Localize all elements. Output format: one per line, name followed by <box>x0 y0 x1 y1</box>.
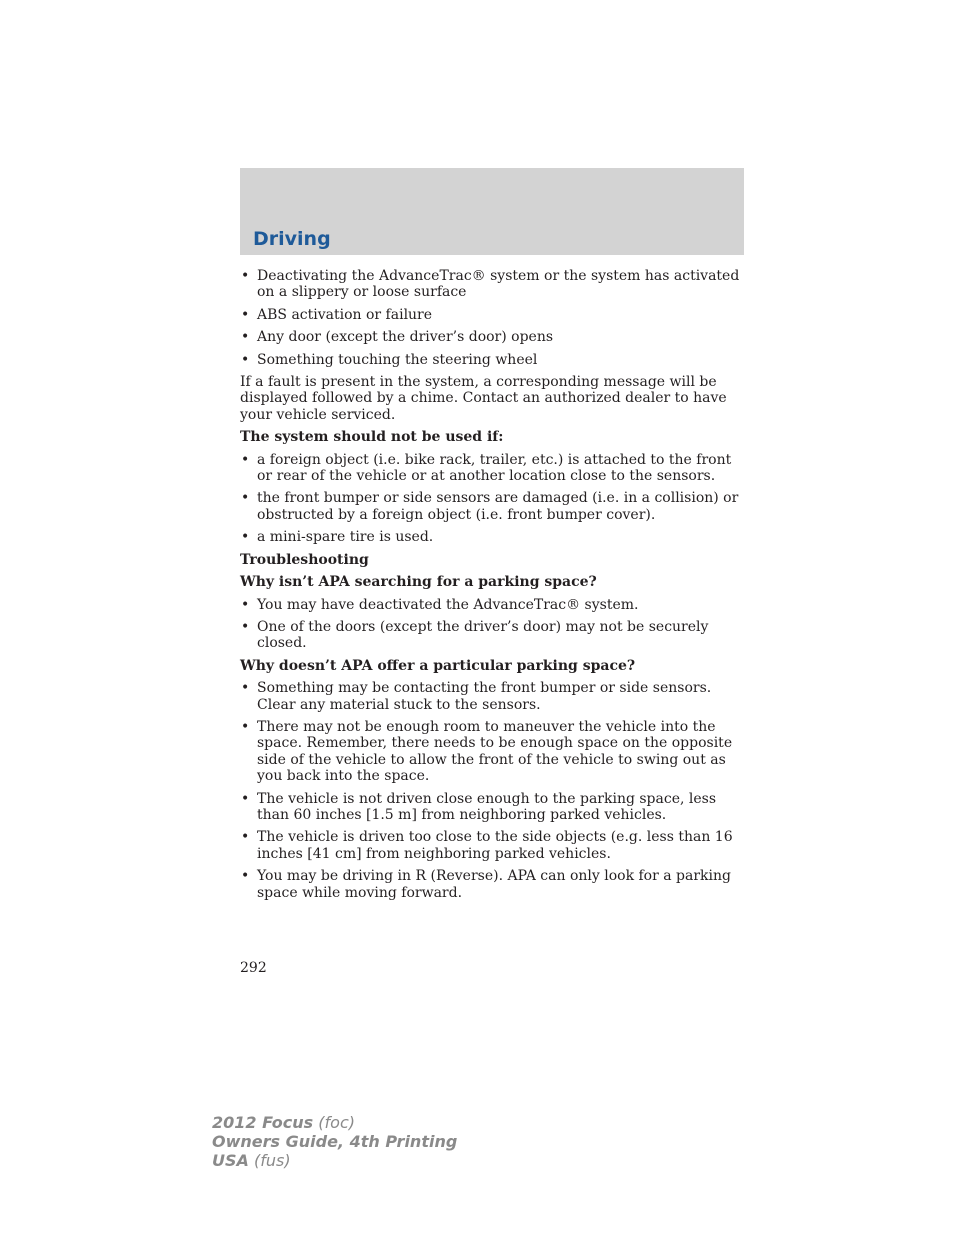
footer-model-code: (foc) <box>313 1113 355 1132</box>
footer-line <box>212 1113 457 1132</box>
footer-imprint <box>212 1113 457 1170</box>
conditions-list <box>240 268 744 368</box>
list-item: • You may be driving in R (Reverse). APA can only look for a parking space while moving forward. <box>240 868 744 901</box>
footer-market-code: (fus) <box>248 1151 291 1170</box>
answer-list <box>240 597 744 652</box>
list-item: • the front bumper or side sensors are damaged (i.e. in a collision) or obstructed by a foreign object (i.e. front bumper cover). <box>240 490 744 523</box>
footer-edition: Owners Guide, 4th Printing <box>212 1132 458 1151</box>
list-item: • One of the doors (except the driver’s door) may not be securely closed. <box>240 619 744 652</box>
list-item: • The vehicle is driven too close to the side objects (e.g. less than 16 inches [41 cm] from neighboring parked vehicles. <box>240 829 744 862</box>
list-item: • Something touching the steering wheel <box>240 352 744 368</box>
troubleshooting-heading: Troubleshooting <box>240 551 369 568</box>
not-used-heading: The system should not be used if: <box>240 429 504 446</box>
list-item: • There may not be enough room to maneuver the vehicle into the space. Remember, there needs to be enough space on the opposite side of the vehicle to allow the front of the vehicle to swing out as you back into the space. <box>240 719 744 785</box>
list-item: • The vehicle is not driven close enough to the parking space, less than 60 inches [1.5 m] from neighboring parked vehicles. <box>240 791 744 824</box>
section-title: Driving <box>253 228 331 250</box>
question-heading: Why isn’t APA searching for a parking space? <box>240 574 597 591</box>
list-item: • Something may be contacting the front bumper or side sensors. Clear any material stuck to the sensors. <box>240 680 744 713</box>
list-item: • a mini-spare tire is used. <box>240 529 744 545</box>
list-item: • Any door (except the driver’s door) opens <box>240 329 744 345</box>
not-used-list <box>240 452 744 546</box>
list-item: • Deactivating the AdvanceTrac® system or the system has activated on a slippery or loose surface <box>240 268 744 301</box>
list-item: • a foreign object (i.e. bike rack, trailer, etc.) is attached to the front or rear of the vehicle or at another location close to the sensors. <box>240 452 744 485</box>
list-item: • ABS activation or failure <box>240 307 744 323</box>
footer-line <box>212 1151 457 1170</box>
question-heading: Why doesn’t APA offer a particular parking space? <box>240 657 636 674</box>
answer-list <box>240 680 744 901</box>
section-header-band <box>240 168 744 255</box>
footer-market: USA <box>212 1151 249 1170</box>
page-content <box>240 268 744 907</box>
footer-model: 2012 Focus <box>212 1113 314 1132</box>
fault-paragraph: If a fault is present in the system, a corresponding message will be displayed followed by a chime. Contact an authorized dealer to have your vehicle serviced. <box>240 374 727 423</box>
list-item: • You may have deactivated the AdvanceTrac® system. <box>240 597 744 613</box>
page-number: 292 <box>240 960 267 976</box>
